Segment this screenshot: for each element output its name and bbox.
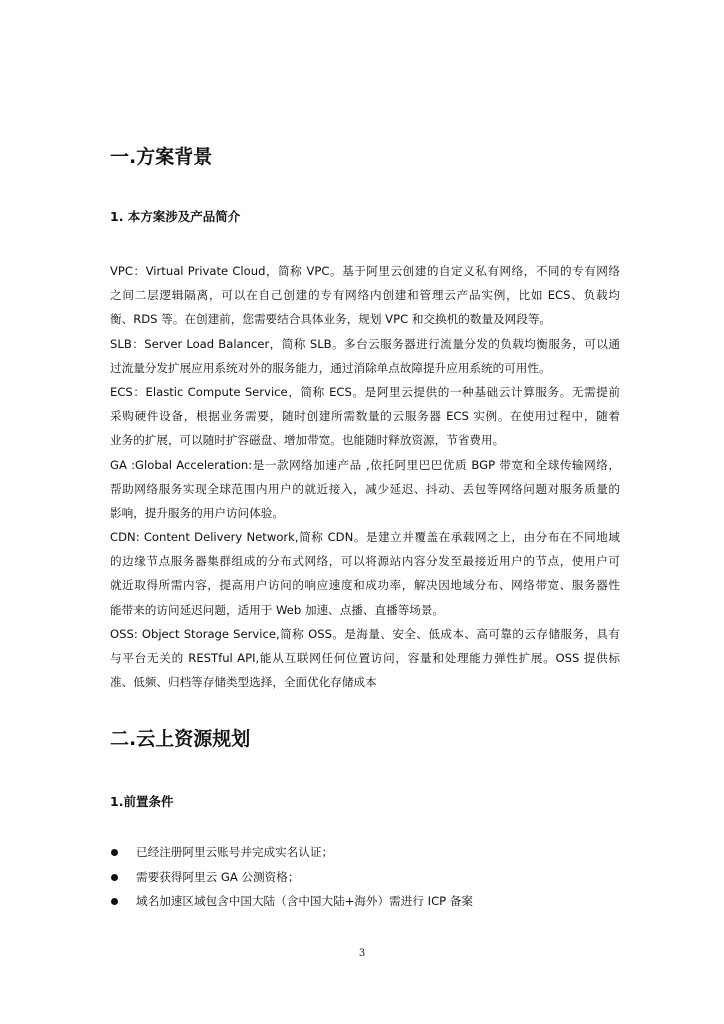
body-line: 的边缘节点服务器集群组成的分布式网络，可以将源站内容分发至最接近用户的节点，使用户可 <box>110 554 620 569</box>
subheading-product-intro: 1. 本方案涉及产品简介 <box>110 209 241 224</box>
list-item-text: 域名加速区域包含中国大陆（含中国大陆+海外）需进行 ICP 备案 <box>136 894 474 908</box>
list-item-text: 已经注册阿里云账号并完成实名认证； <box>136 845 334 859</box>
list-item <box>110 865 620 890</box>
body-line: 就近取得所需内容，提高用户访问的响应速度和成功率，解决因地域分布、网络带宽、服务器性 <box>110 578 620 593</box>
body-line: 业务的扩展，可以随时扩容磁盘、增加带宽。也能随时释放资源，节省费用。 <box>110 433 505 448</box>
body-line: 过流量分发扩展应用系统对外的服务能力，通过消除单点故障提升应用系统的可用性。 <box>110 360 551 375</box>
section-heading-cloud-planning: 二.云上资源规划 <box>110 728 251 750</box>
body-line: 影响，提升服务的用户访问体验。 <box>110 505 284 520</box>
body-line: VPC：Virtual Private Cloud，简称 VPC。基于阿里云创建的自定义私有网络，不同的专有网络 <box>110 264 620 278</box>
prerequisites-list <box>110 840 620 914</box>
body-line: 衡、RDS 等。在创建前，您需要结合具体业务，规划 VPC 和交换机的数量及网段等。 <box>110 312 552 327</box>
bullet-dot-icon <box>111 874 118 881</box>
page-number: 3 <box>358 948 366 959</box>
body-line: ECS：Elastic Compute Service，简称 ECS。是阿里云提供的一种基础云计算服务。无需提前 <box>110 384 620 399</box>
body-line: SLB：Server Load Balancer，简称 SLB。多台云服务器进行流量分发的负载均衡服务，可以通 <box>110 336 620 351</box>
section-heading-background: 一.方案背景 <box>110 146 213 168</box>
body-line: 准、低频、归档等存储类型选择，全面优化存储成本 <box>110 675 377 690</box>
list-item <box>110 889 620 914</box>
body-line: 采购硬件设备，根据业务需要，随时创建所需数量的云服务器 ECS 实例。在使用过程中，随着 <box>110 409 620 424</box>
body-line: CDN: Content Delivery Network,简称 CDN。是建立并覆盖在承载网之上，由分布在不同地域 <box>110 530 620 545</box>
bullet-dot-icon <box>111 849 118 856</box>
product-intro-body <box>110 259 620 694</box>
list-item-text: 需要获得阿里云 GA 公测资格； <box>136 869 300 884</box>
subheading-prerequisites: 1.前置条件 <box>110 794 174 809</box>
body-line: 之间二层逻辑隔离，可以在自己创建的专有网络内创建和管理云产品实例，比如 ECS、负载均 <box>110 288 620 303</box>
body-line: 能带来的访问延迟问题，适用于 Web 加速、点播、直播等场景。 <box>110 602 445 617</box>
body-line: 帮助网络服务实现全球范围内用户的就近接入，减少延迟、抖动、丢包等网络问题对服务质量的 <box>110 481 620 496</box>
body-line: GA :Global Acceleration:是一款网络加速产品 ,依托阿里巴巴优质 BGP 带宽和全球传输网络， <box>110 457 620 472</box>
bullet-dot-icon <box>111 898 118 905</box>
body-line: 与平台无关的 RESTful API,能从互联网任何位置访问，容量和处理能力弹性扩展。OSS 提供标 <box>110 651 620 665</box>
body-line: OSS: Object Storage Service,简称 OSS。是海量、安全、低成本、高可靠的云存储服务，具有 <box>110 626 620 641</box>
list-item <box>110 840 620 865</box>
